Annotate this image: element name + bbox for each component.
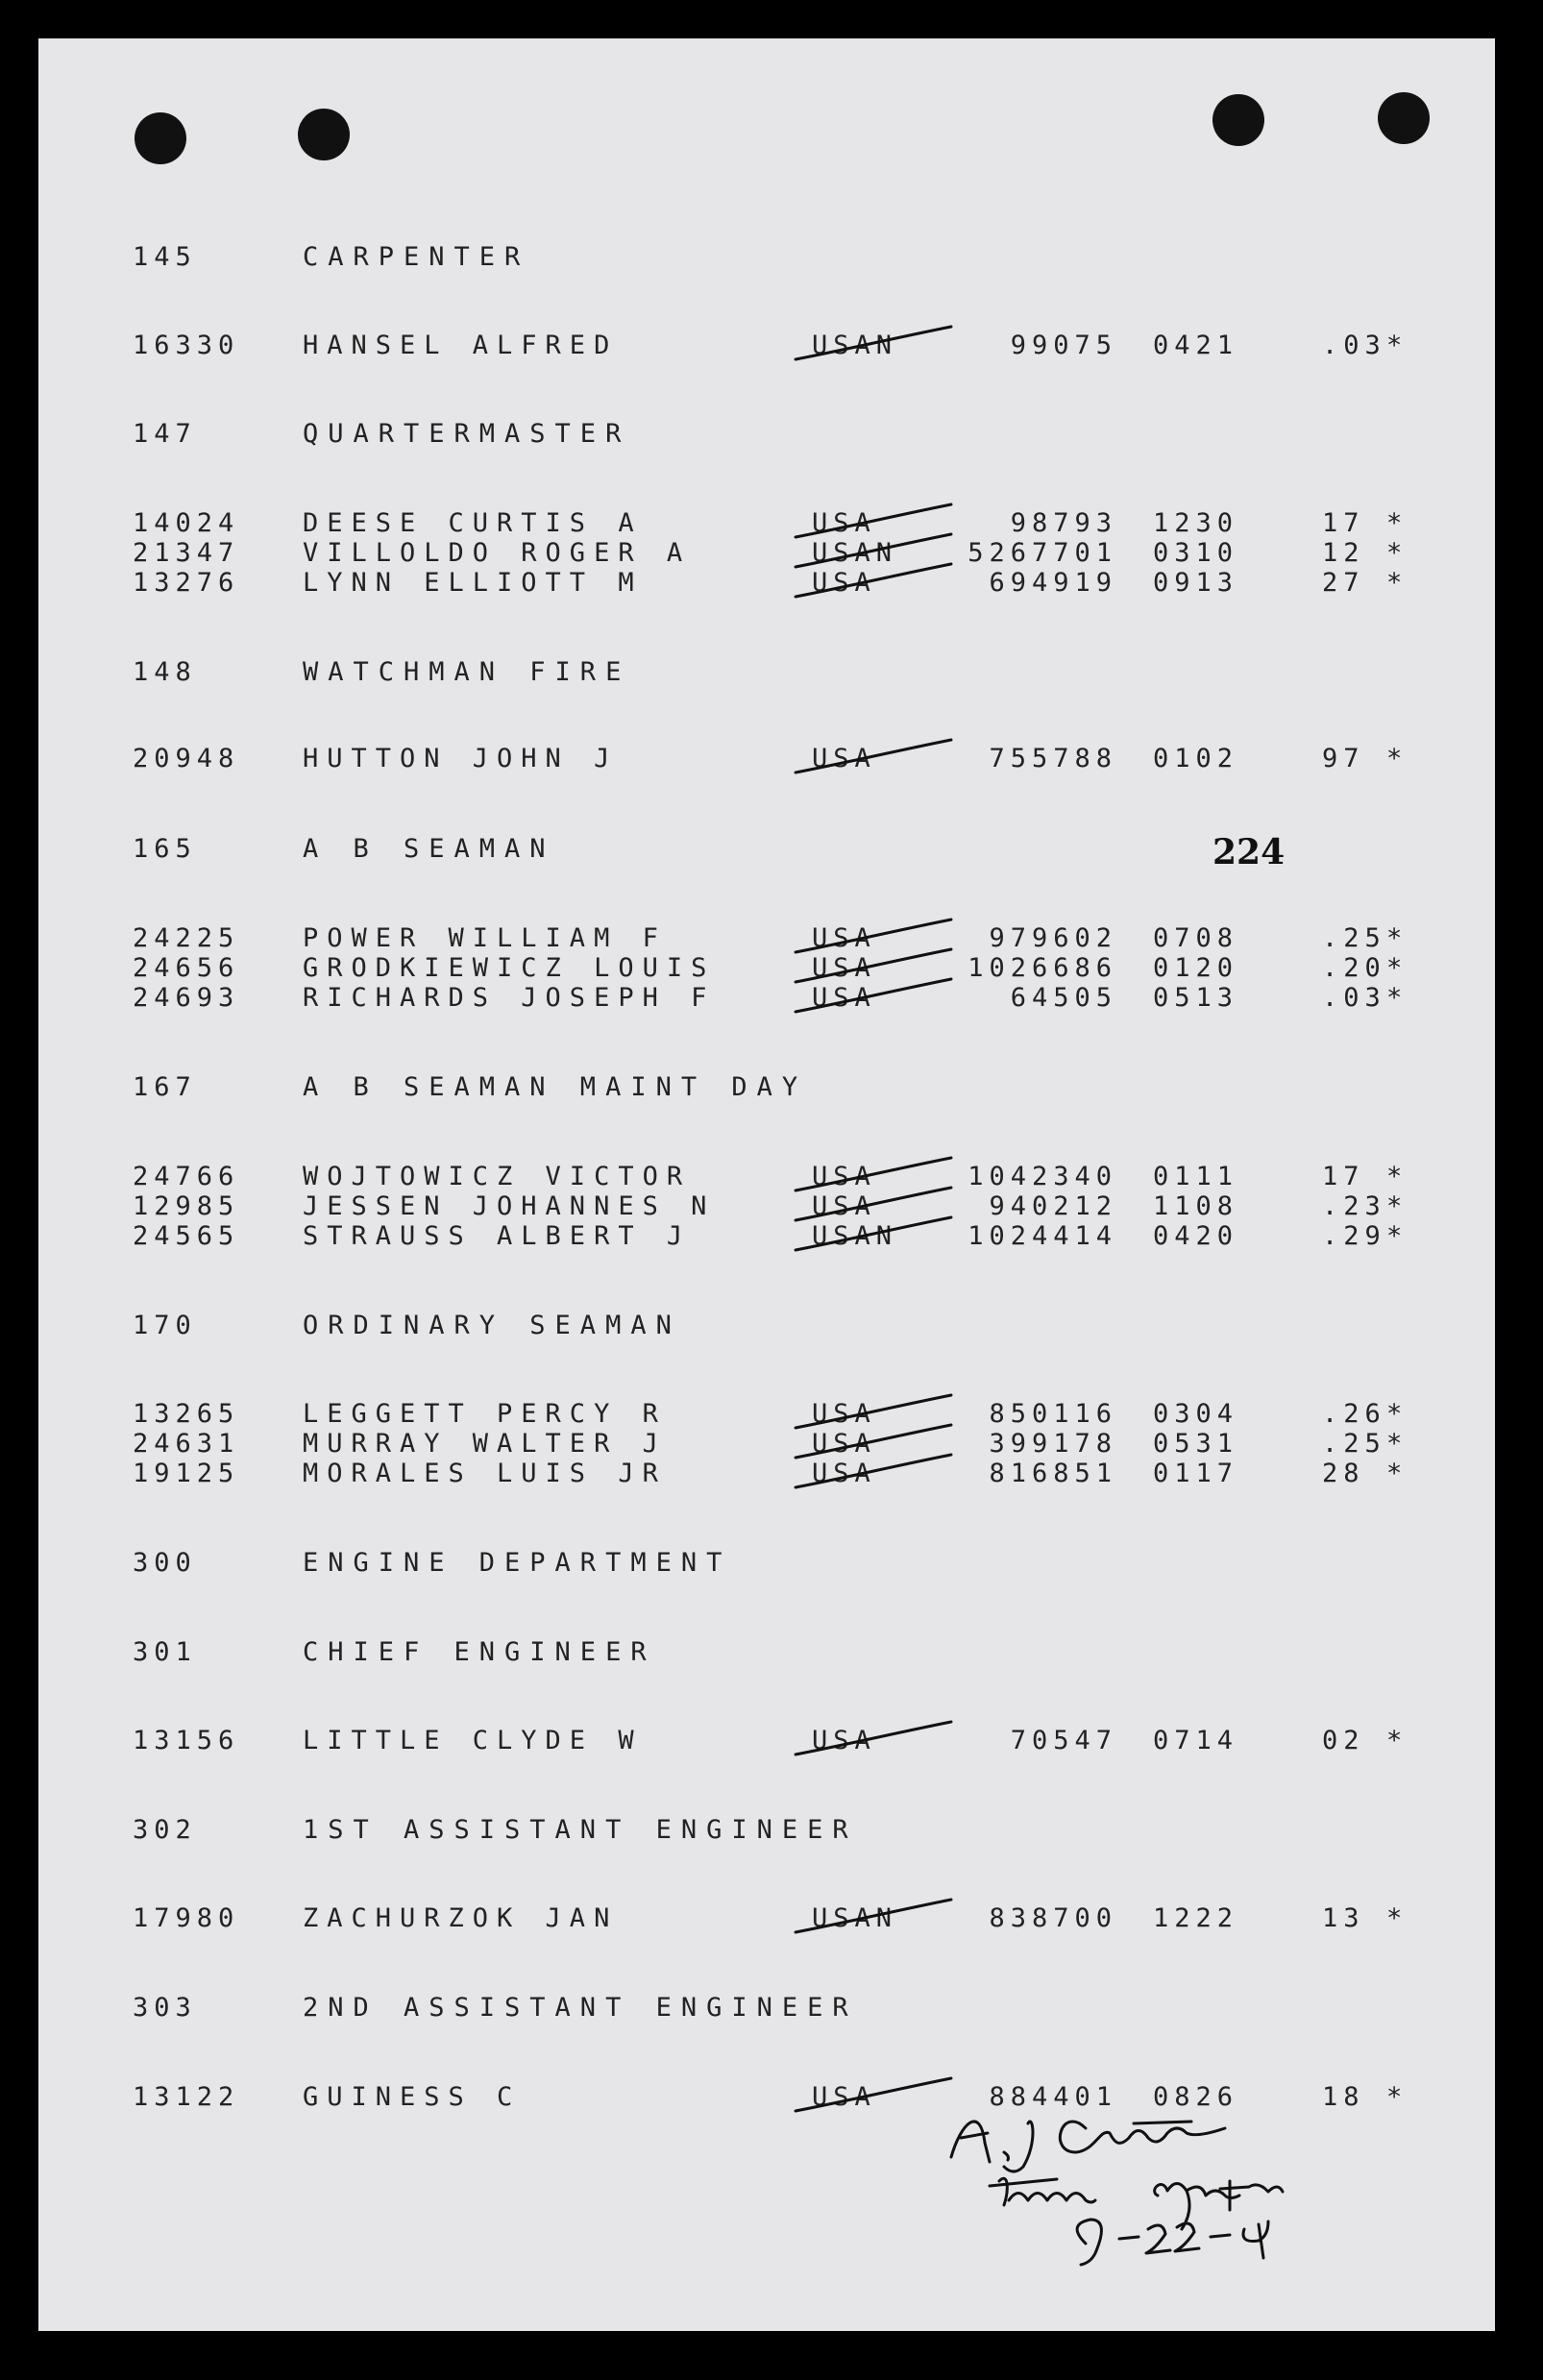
asterisk-mark: * (1386, 2082, 1403, 2112)
asterisk-mark: * (1386, 983, 1403, 1013)
age-value: 17 (1322, 1162, 1365, 1191)
rating-code: 145 (133, 242, 197, 272)
document-number: 694919 (989, 568, 1117, 598)
asterisk-mark: * (1386, 1191, 1403, 1221)
rating-code: 300 (133, 1548, 197, 1578)
rating-code: 147 (133, 419, 197, 449)
punch-hole (135, 112, 186, 164)
rating-code: 167 (133, 1072, 197, 1102)
crew-entry-row (0, 1903, 1543, 1934)
crew-code: 17980 (133, 1903, 240, 1933)
crew-code: 20948 (133, 744, 240, 773)
age-value: .03 (1322, 983, 1386, 1013)
crew-name: LITTLE CLYDE W (303, 1726, 643, 1755)
page-number: 224 (1212, 832, 1286, 872)
crew-entry-row (0, 1429, 1543, 1460)
nationality: USA (812, 953, 876, 983)
document-number: 99075 (1010, 331, 1117, 360)
date-code: 0117 (1153, 1459, 1239, 1488)
crew-code: 24656 (133, 953, 240, 983)
crew-code: 13122 (133, 2082, 240, 2112)
crew-name: VILLOLDO ROGER A (303, 538, 692, 568)
document-number: 1026686 (967, 953, 1117, 983)
document-number: 70547 (1010, 1726, 1117, 1755)
date-code: 0531 (1153, 1429, 1239, 1459)
age-value: .23 (1322, 1191, 1386, 1221)
asterisk-mark: * (1386, 508, 1403, 538)
nationality: USA (812, 983, 876, 1013)
asterisk-mark: * (1386, 1429, 1403, 1459)
age-value: .20 (1322, 953, 1386, 983)
crew-code: 16330 (133, 331, 240, 360)
nationality: USA (812, 1162, 876, 1191)
crew-code: 24225 (133, 923, 240, 953)
nationality: USA (812, 508, 876, 538)
age-value: .29 (1322, 1221, 1386, 1251)
age-value: .03 (1322, 331, 1386, 360)
nationality: USA (812, 923, 876, 953)
crew-entry-row (0, 1221, 1543, 1252)
document-number: 979602 (989, 923, 1117, 953)
date-code: 0708 (1153, 923, 1239, 953)
crew-entry-row (0, 568, 1543, 599)
age-value: 18 (1322, 2082, 1365, 2112)
age-value: 13 (1322, 1903, 1365, 1933)
crew-name: RICHARDS JOSEPH F (303, 983, 716, 1013)
crew-name: HANSEL ALFRED (303, 331, 619, 360)
crew-name: GRODKIEWICZ LOUIS (303, 953, 716, 983)
date-code: 0421 (1153, 331, 1239, 360)
crew-entry-row (0, 983, 1543, 1014)
asterisk-mark: * (1386, 568, 1403, 598)
rating-heading (0, 419, 1543, 450)
rating-heading (0, 1993, 1543, 2024)
crew-name: POWER WILLIAM F (303, 923, 667, 953)
rating-code: 148 (133, 657, 197, 687)
crew-entry-row (0, 1726, 1543, 1756)
age-value: 02 (1322, 1726, 1365, 1755)
crew-entry-row (0, 953, 1543, 984)
rating-code: 303 (133, 1993, 197, 2023)
rating-title: A B SEAMAN MAINT DAY (303, 1072, 808, 1102)
age-value: .25 (1322, 923, 1386, 953)
nationality: USAN (812, 538, 898, 568)
crew-code: 24631 (133, 1429, 240, 1459)
asterisk-mark: * (1386, 1726, 1403, 1755)
crew-name: HUTTON JOHN J (303, 744, 619, 773)
nationality: USA (812, 1429, 876, 1459)
document-number: 816851 (989, 1459, 1117, 1488)
punch-hole (298, 109, 350, 160)
rating-code: 301 (133, 1637, 197, 1667)
inspector-signature (942, 2085, 1393, 2277)
age-value: 12 (1322, 538, 1365, 568)
asterisk-mark: * (1386, 953, 1403, 983)
age-value: .25 (1322, 1429, 1386, 1459)
age-value: .26 (1322, 1399, 1386, 1429)
crew-entry-row (0, 1191, 1543, 1222)
crew-name: WOJTOWICZ VICTOR (303, 1162, 692, 1191)
crew-code: 13276 (133, 568, 240, 598)
crew-code: 13156 (133, 1726, 240, 1755)
age-value: 17 (1322, 508, 1365, 538)
crew-name: MURRAY WALTER J (303, 1429, 667, 1459)
asterisk-mark: * (1386, 744, 1403, 773)
rating-title: ENGINE DEPARTMENT (303, 1548, 732, 1578)
rating-heading (0, 1637, 1543, 1668)
document-number: 1042340 (967, 1162, 1117, 1191)
date-code: 0913 (1153, 568, 1239, 598)
rating-title: A B SEAMAN (303, 834, 555, 864)
date-code: 0420 (1153, 1221, 1239, 1251)
crew-entry-row (0, 1459, 1543, 1489)
age-value: 27 (1322, 568, 1365, 598)
rating-title: 1ST ASSISTANT ENGINEER (303, 1815, 858, 1845)
date-code: 0513 (1153, 983, 1239, 1013)
date-code: 0304 (1153, 1399, 1239, 1429)
crew-entry-row (0, 1162, 1543, 1192)
rating-code: 302 (133, 1815, 197, 1845)
punch-hole (1378, 92, 1430, 144)
rating-title: CARPENTER (303, 242, 530, 272)
age-value: 28 (1322, 1459, 1365, 1488)
crew-code: 19125 (133, 1459, 240, 1488)
date-code: 0120 (1153, 953, 1239, 983)
rating-heading (0, 1072, 1543, 1103)
document-number: 884401 (989, 2082, 1117, 2112)
document-number: 64505 (1010, 983, 1117, 1013)
crew-name: MORALES LUIS JR (303, 1459, 667, 1488)
rating-title: WATCHMAN FIRE (303, 657, 631, 687)
rating-heading (0, 242, 1543, 273)
nationality: USA (812, 568, 876, 598)
date-code: 1230 (1153, 508, 1239, 538)
crew-code: 21347 (133, 538, 240, 568)
asterisk-mark: * (1386, 1162, 1403, 1191)
asterisk-mark: * (1386, 331, 1403, 360)
rating-title: CHIEF ENGINEER (303, 1637, 656, 1667)
rating-heading (0, 834, 1543, 865)
document-number: 5267701 (967, 538, 1117, 568)
crew-code: 24565 (133, 1221, 240, 1251)
crew-name: DEESE CURTIS A (303, 508, 643, 538)
asterisk-mark: * (1386, 923, 1403, 953)
document-number: 755788 (989, 744, 1117, 773)
crew-entry-row (0, 923, 1543, 954)
crew-code: 12985 (133, 1191, 240, 1221)
date-code: 1222 (1153, 1903, 1239, 1933)
punch-hole (1212, 94, 1264, 146)
rating-title: QUARTERMASTER (303, 419, 631, 449)
crew-name: LYNN ELLIOTT M (303, 568, 643, 598)
crew-code: 13265 (133, 1399, 240, 1429)
crew-name: STRAUSS ALBERT J (303, 1221, 692, 1251)
rating-heading (0, 1311, 1543, 1341)
date-code: 0826 (1153, 2082, 1239, 2112)
crew-entry-row (0, 508, 1543, 539)
date-code: 0714 (1153, 1726, 1239, 1755)
asterisk-mark: * (1386, 1221, 1403, 1251)
asterisk-mark: * (1386, 538, 1403, 568)
nationality: USA (812, 1191, 876, 1221)
crew-name: ZACHURZOK JAN (303, 1903, 619, 1933)
crew-name: LEGGETT PERCY R (303, 1399, 667, 1429)
age-value: 97 (1322, 744, 1365, 773)
nationality: USA (812, 744, 876, 773)
rating-title: ORDINARY SEAMAN (303, 1311, 681, 1340)
nationality: USA (812, 1726, 876, 1755)
nationality: USAN (812, 1903, 898, 1933)
rating-code: 170 (133, 1311, 197, 1340)
crew-code: 24766 (133, 1162, 240, 1191)
rating-heading (0, 1548, 1543, 1579)
rating-heading (0, 657, 1543, 688)
document-number: 399178 (989, 1429, 1117, 1459)
nationality: USAN (812, 331, 898, 360)
date-code: 1108 (1153, 1191, 1239, 1221)
document-number: 838700 (989, 1903, 1117, 1933)
crew-code: 14024 (133, 508, 240, 538)
crew-name: JESSEN JOHANNES N (303, 1191, 716, 1221)
rating-heading (0, 1815, 1543, 1846)
date-code: 0310 (1153, 538, 1239, 568)
crew-code: 24693 (133, 983, 240, 1013)
asterisk-mark: * (1386, 1459, 1403, 1488)
crew-entry-row (0, 538, 1543, 569)
date-code: 0102 (1153, 744, 1239, 773)
asterisk-mark: * (1386, 1399, 1403, 1429)
nationality: USA (812, 1399, 876, 1429)
date-code: 0111 (1153, 1162, 1239, 1191)
crew-name: GUINESS C (303, 2082, 522, 2112)
document-number: 98793 (1010, 508, 1117, 538)
rating-code: 165 (133, 834, 197, 864)
document-number: 1024414 (967, 1221, 1117, 1251)
document-number: 850116 (989, 1399, 1117, 1429)
asterisk-mark: * (1386, 1903, 1403, 1933)
crew-entry-row (0, 331, 1543, 361)
document-number: 940212 (989, 1191, 1117, 1221)
rating-title: 2ND ASSISTANT ENGINEER (303, 1993, 858, 2023)
crew-entry-row (0, 744, 1543, 774)
nationality: USAN (812, 1221, 898, 1251)
crew-entry-row (0, 1399, 1543, 1430)
nationality: USA (812, 1459, 876, 1488)
nationality: USA (812, 2082, 876, 2112)
